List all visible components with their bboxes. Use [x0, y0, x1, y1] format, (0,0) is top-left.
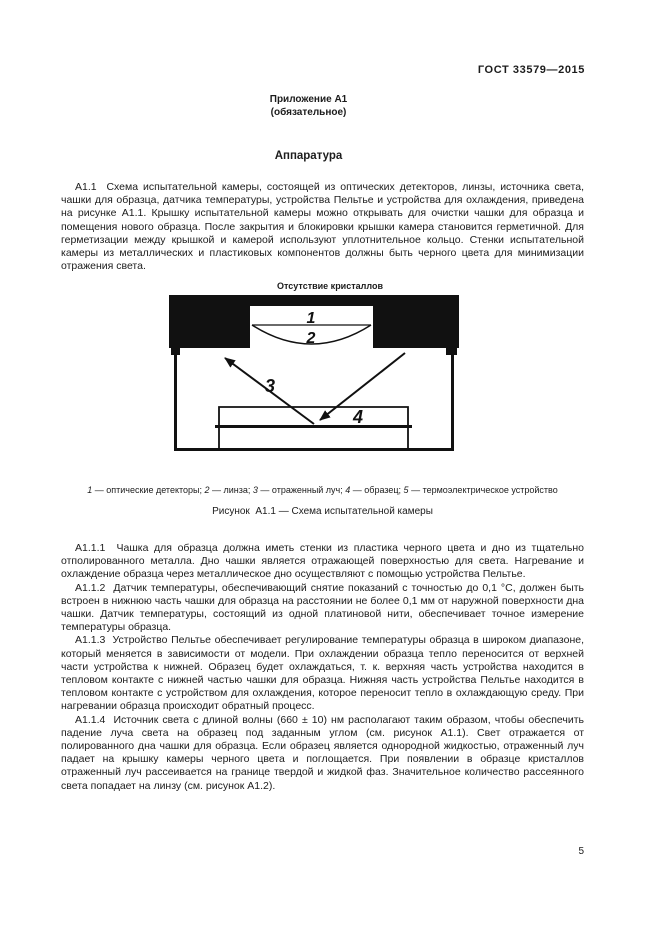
annex-subtitle: (обязательное) [270, 107, 347, 118]
legend-item: 5 — термоэлектрическое устройство [403, 485, 558, 495]
annex-heading [47, 93, 570, 119]
legend-item: 3 — отраженный луч; [252, 485, 346, 495]
test-chamber-diagram [168, 293, 460, 461]
annex-title: Приложение А1 [269, 94, 348, 105]
figure [168, 281, 460, 461]
paragraph-a1-1-4: А1.1.4 Источник света с длиной волны (660 ± 10) нм располагают таким образом, чтобы обеспечить падение луча света на образец под заданным углом (см. рисунок А1.1). Свет отражается от полированного дна чашки для образца. Если образец является однородной жидкостью, отраженный луч падает на крышку камеры черного цвета и поглощается. При появлении в образце кристаллов отраженный луч рассеивается на границе твердой и жидкой фаз. Значительное количество рассеянного света попадает на линзу (см. рисунок А1.2). [61, 713, 584, 792]
legend-item: 4 — образец; [345, 485, 404, 495]
diagram-label-reflected-ray: 3 [264, 376, 276, 396]
page-number: 5 [578, 846, 584, 857]
section-title: Аппаратура [274, 150, 343, 162]
diagram-label-lens: 2 [306, 330, 316, 347]
diagram-label-detectors: 1 [306, 310, 316, 327]
paragraph-a1-1: А1.1 Схема испытательной камеры, состоящей из оптических детекторов, линзы, источника света, чашки для образца, датчика температуры, устройства Пельтье и устройства для охлаждения, приведена на рисунке А1.1. Крышку испытательной камеры можно открывать для очистки чашки для образца и помещения нового образца. После закрытия и блокировки крышки камера становится герметичной. Для герметизации между крышкой и камерой используют уплотнительное кольцо. Стенки испытательной камеры из металлических и пластиковых компонентов должны быть черного цвета для минимизации отражения света. [61, 181, 584, 273]
legend-item: 2 — линза; [204, 485, 253, 495]
paragraph-a1-1-2: А1.1.2 Датчик температуры, обеспечивающий снятие показаний с точностью до 0,1 °С, должен быть встроен в нижнюю часть чашки для образца на расстоянии не более 0,1 мм от наружной поверхности дна чашки. Датчик температуры, состоящий из одной платиновой нити, обеспечивает точное измерение температуры образца. [61, 581, 584, 634]
doc-code: ГОСТ 33579—2015 [477, 64, 585, 76]
chamber-walls [176, 348, 453, 450]
figure-legend [61, 485, 584, 496]
paragraph-a1-1-1: А1.1.1 Чашка для образца должна иметь стенки из пластика черного цвета и дно из тщательно отполированного металла. Дно чашки является отражающей поверхностью для света. Нагревание и охлаждение образца через металлическое дно осуществляют с помощью устройства Пельтье. [61, 542, 584, 581]
legend-item: 1 — оптические детекторы; [87, 485, 205, 495]
diagram-label-sample: 4 [352, 407, 364, 427]
figure-caption: Рисунок А1.1 — Схема испытательной камеры [212, 506, 433, 517]
intro-text-block [61, 181, 584, 273]
paragraph-a1-1-3: А1.1.3 Устройство Пельтье обеспечивает регулирование температуры образца в широком диапазоне, который меняется в зависимости от модели. При охлаждении образца тепло переносится от верхней части устройства к нижней. Образец будет охлаждаться, т. к. верхняя часть устройства находится в тепловом контакте с нижней частью чашки для образца. Нижняя часть устройства Пельтье находится в тепловом контакте с устройством для охлаждения, которое переносит тепло в охлаждающую среду. При нагревании образца происходит обратный процесс. [61, 634, 584, 713]
figure-title: Отсутствие кристаллов [277, 281, 383, 291]
body-text-block [61, 542, 584, 793]
